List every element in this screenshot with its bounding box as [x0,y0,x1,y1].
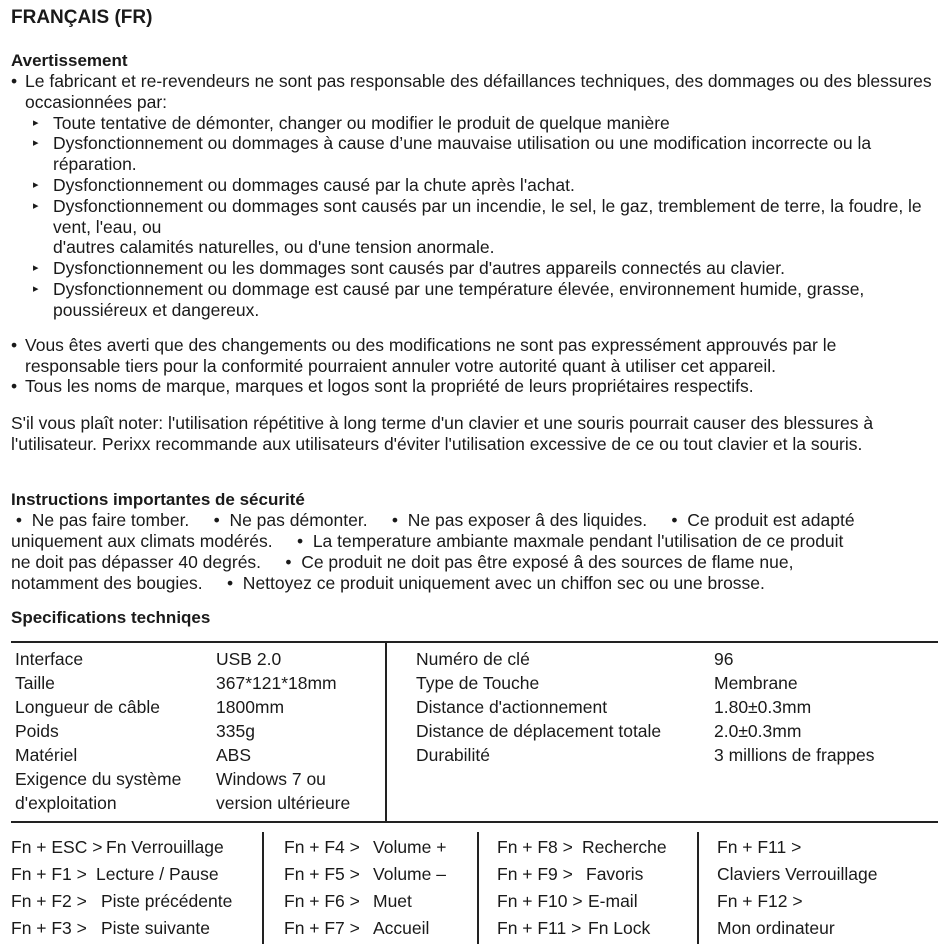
warning-item: ▸ Dysfonctionnement ou dommages à cause d’une mauvaise utilisation ou une modification incorrecte ou la réparation. [33,133,872,174]
fn-row [497,834,667,861]
fn-row [11,888,232,915]
warning-item-continuation: d'autres calamités naturelles, ou d'une tension anormale. [53,237,495,257]
warning-item: ▸ Dysfonctionnement ou dommages causé par la chute après l'achat. [33,175,575,195]
spec-value: version ultérieure [216,793,351,813]
fn-key: Fn + F5 > [284,864,360,884]
fn-row [497,915,667,942]
spec-value: 2.0±0.3mm [714,721,802,741]
fn-key: Fn + F7 > [284,918,360,938]
warning-intro: • Le fabricant et re-revendeurs ne sont pas responsable des défaillances techniques, des dommages ou des blessures occasionnées par: [11,71,932,112]
arrow-icon: ▸ [33,262,39,274]
fn-key: Fn + F8 > [497,837,573,857]
spec-value: 3 millions de frappes [714,745,875,765]
bullet-mark: • [11,376,18,396]
warning-item: ▸ Dysfonctionnement ou dommages sont causés par un incendie, le sel, le gaz, tremblement de terre, la foudre, le vent, l'eau, ou [33,196,922,237]
fn-key: Fn + ESC > [11,837,103,857]
spec-value: ABS [216,745,252,765]
fn-divider [477,832,479,944]
fn-row: Claviers Verrouillage [717,864,878,884]
spec-value: 335g [216,721,255,741]
fn-action: Piste suivante [101,918,210,938]
arrow-icon: ▸ [33,283,39,295]
spec-value: USB 2.0 [216,649,282,669]
fn-action: Fn Verrouillage [106,837,224,857]
bullet-mark: • [11,71,18,91]
arrow-icon: ▸ [33,137,39,149]
spec-label: Matériel [15,745,78,765]
safety-line: • Ne pas faire tomber. • Ne pas démonter. • Ne pas exposer â des liquides. • Ce produit est adapté [11,510,855,530]
spec-value: 367*121*18mm [216,673,337,693]
fn-action: Fn Lock [588,918,651,938]
fn-action: Accueil [373,918,430,938]
safety-line: ne doit pas dépasser 40 degrés. • Ce produit ne doit pas être exposé â des sources de flame nue, [11,552,794,572]
safety-line: uniquement aux climats modérés. • La temperature ambiante maxmale pendant l'utilisation de ce produit [11,531,844,551]
fn-key: Fn + F10 > [497,891,583,911]
table-rule [11,821,938,823]
fn-key: Fn + F4 > [284,837,360,857]
fn-action: Favoris [586,864,644,884]
table-rule [11,641,938,643]
fn-keys-col2 [284,834,446,942]
spec-label: Taille [15,673,55,693]
fn-row [284,915,446,942]
spec-label: Longueur de câble [15,697,160,717]
spec-values-right [714,647,875,767]
spec-label: Numéro de clé [416,649,530,669]
fn-action: Volume – [373,864,446,884]
spec-value: 1800mm [216,697,285,717]
fn-row [284,861,446,888]
spec-label: d'exploitation [15,793,117,813]
fn-key: Fn + F1 > [11,864,87,884]
fn-row: Fn + F11 > [717,837,802,857]
spec-label: Poids [15,721,59,741]
warning-notice: • Tous les noms de marque, marques et logos sont la propriété de leurs propriétaires respectifs. [11,376,754,396]
spec-label: Distance de déplacement totale [416,721,662,741]
safety-title: Instructions importantes de sécurité [11,490,305,509]
table-divider [385,642,387,821]
spec-label: Interface [15,649,84,669]
spec-labels-right [416,647,661,767]
fn-key: Fn + F11 > [497,918,582,938]
fn-divider [697,832,699,944]
fn-action: Volume + [373,837,447,857]
fn-key: Fn + F2 > [11,891,87,911]
fn-row [11,861,232,888]
fn-key: Fn + F3 > [11,918,87,938]
spec-value: 96 [714,649,734,669]
spec-value: Membrane [714,673,798,693]
warning-item: ▸ Toute tentative de démonter, changer ou modifier le produit de quelque manière [33,113,670,133]
arrow-icon: ▸ [33,117,39,129]
bullet-mark: • [11,335,18,355]
fn-key: Fn + F6 > [284,891,360,911]
warning-item: ▸ Dysfonctionnement ou dommage est causé par une température élevée, environnement humide, grasse, poussiéreux et dangereux. [33,279,865,320]
fn-keys-col4 [717,834,878,942]
warning-item: ▸ Dysfonctionnement ou les dommages sont causés par d'autres appareils connectés au clavier. [33,258,785,278]
fn-action: Muet [373,891,412,911]
spec-labels-left [15,647,181,815]
fn-row [284,834,446,861]
spec-value: 1.80±0.3mm [714,697,812,717]
specs-title: Specifications techniqes [11,608,211,627]
warning-title: Avertissement [11,51,128,70]
spec-value: Windows 7 ou [216,769,326,789]
spec-label: Exigence du système [15,769,182,789]
usage-note: S'il vous plaît noter: l'utilisation répétitive à long terme d'un clavier et une souris pourrait causer des blessures à l'utilisateur. Perixx recommande aux utilisateurs d'éviter l'utilisation excessive de ce ou tout clavier et la souris. [11,413,874,454]
fn-keys-col1 [11,834,232,942]
fn-row: Fn + F12 > [717,891,803,911]
fn-action: E-mail [588,891,638,911]
spec-label: Distance d'actionnement [416,697,608,717]
spec-label: Durabilité [416,745,490,765]
fn-action: Lecture / Pause [96,864,219,884]
arrow-icon: ▸ [33,200,39,212]
spec-values-left [216,647,350,815]
fn-row: Mon ordinateur [717,918,835,938]
safety-line: notamment des bougies. • Nettoyez ce produit uniquement avec un chiffon sec ou une brosse. [11,573,765,593]
fn-row [284,888,446,915]
fn-keys-col3 [497,834,667,942]
fn-divider [262,832,264,944]
language-heading: FRANÇAIS (FR) [11,7,153,28]
fn-row [497,861,667,888]
fn-row [11,915,232,942]
fn-action: Piste précédente [101,891,233,911]
spec-label: Type de Touche [416,673,540,693]
fn-row [497,888,667,915]
fn-action: Recherche [582,837,667,857]
fn-key: Fn + F9 > [497,864,573,884]
warning-notice: • Vous êtes averti que des changements ou des modifications ne sont pas expressément approuvés par le responsable tiers pour la conformité pourraient annuler votre autorité quant à utiliser cet appareil. [11,335,837,376]
fn-row [11,834,232,861]
arrow-icon: ▸ [33,179,39,191]
